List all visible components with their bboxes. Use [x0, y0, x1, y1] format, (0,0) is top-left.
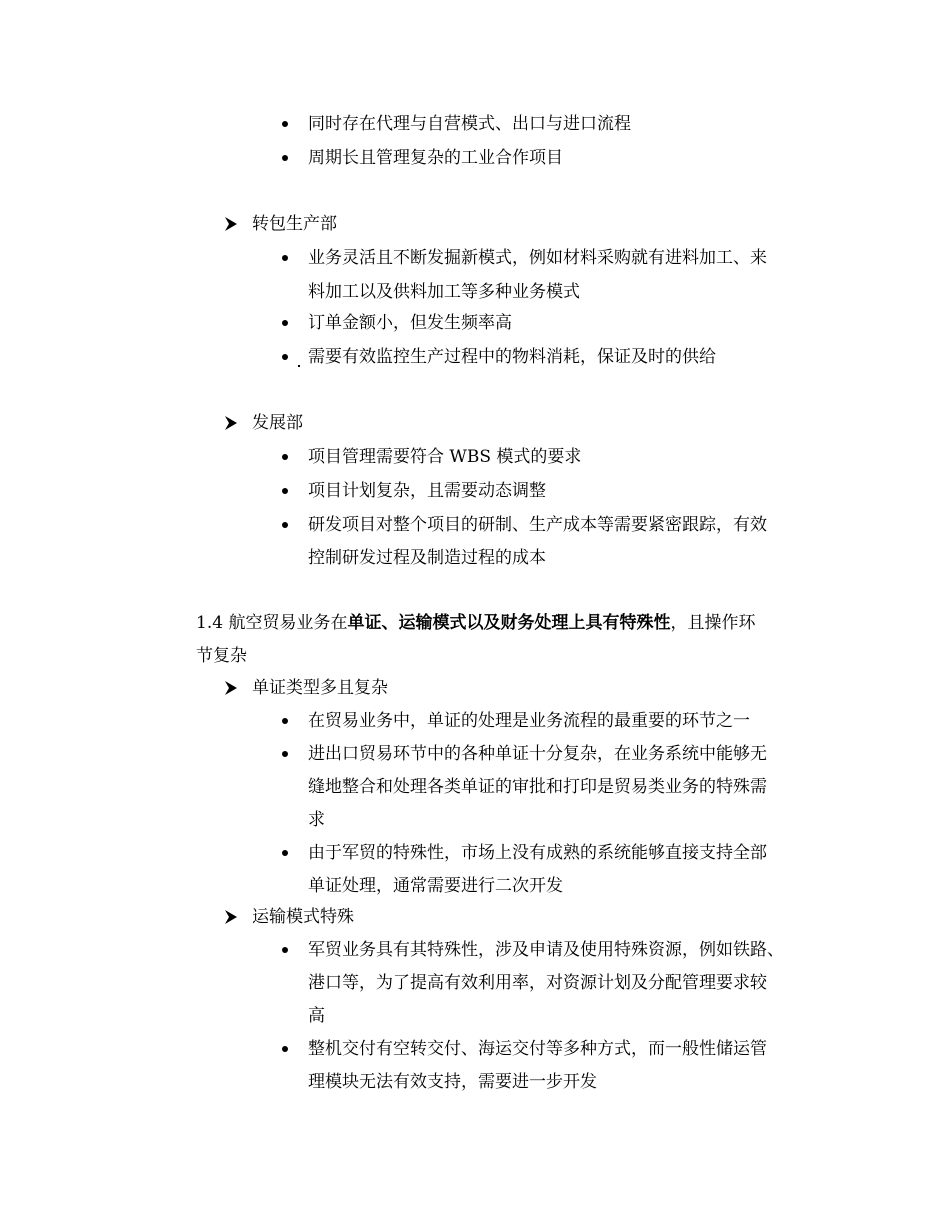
bullet-dot	[282, 454, 288, 460]
arrow-bullet-icon	[224, 909, 238, 925]
heading-bold: 单证、运输模式以及财务处理上具有特殊性	[347, 613, 671, 633]
bullet-text: 进出口贸易环节中的各种单证十分复杂，在业务系统中能够无	[308, 744, 767, 764]
arrow-bullet-icon	[224, 216, 238, 232]
bullet-dot	[282, 320, 288, 326]
bullet-dot	[282, 155, 288, 161]
bullet-text: 研发项目对整个项目的研制、生产成本等需要紧密跟踪，有效	[308, 515, 767, 535]
bullet-text: 订单金额小，但发生频率高	[308, 313, 512, 333]
arrow-bullet-icon	[224, 415, 238, 431]
bullet-text-continued: 料加工以及供料加工等多种业务模式	[308, 282, 580, 302]
bullet-text: 军贸业务具有其特殊性，涉及申请及使用特殊资源，例如铁路、	[308, 940, 784, 960]
subheading-yunshu: 运输模式特殊	[252, 907, 354, 927]
stray-mark	[298, 365, 300, 367]
bullet-text: 由于军贸的特殊性，市场上没有成熟的系统能够直接支持全部	[308, 843, 767, 863]
bullet-dot	[282, 850, 288, 856]
bullet-text: 同时存在代理与自营模式、出口与进口流程	[308, 114, 631, 134]
bullet-dot	[282, 947, 288, 953]
subheading-danzheng: 单证类型多且复杂	[252, 678, 388, 698]
bullet-text: 业务灵活且不断发掘新模式，例如材料采购就有进料加工、来	[308, 248, 767, 268]
bullet-text: 需要有效监控生产过程中的物料消耗，保证及时的供给	[308, 347, 716, 367]
bullet-text-continued: 控制研发过程及制造过程的成本	[308, 548, 546, 568]
section-heading-1-4	[196, 612, 755, 634]
bullet-text-continued: 高	[308, 1006, 325, 1026]
bullet-text-continued: 缝地整合和处理各类单证的审批和打印是贸易类业务的特殊需	[308, 777, 767, 797]
bullet-text-continued: 单证处理，通常需要进行二次开发	[308, 876, 563, 896]
bullet-text: 整机交付有空转交付、海运交付等多种方式，而一般性储运管	[308, 1039, 767, 1059]
bullet-text: 周期长且管理复杂的工业合作项目	[308, 148, 563, 168]
bullet-text: 在贸易业务中，单证的处理是业务流程的最重要的环节之一	[308, 711, 750, 731]
bullet-dot	[282, 255, 288, 261]
bullet-dot	[282, 522, 288, 528]
bullet-dot	[282, 488, 288, 494]
bullet-text-continued: 求	[308, 810, 325, 830]
heading-suffix: ，且操作环	[670, 613, 756, 633]
section-heading-1-4-continued: 节复杂	[196, 646, 247, 666]
bullet-dot	[282, 1046, 288, 1052]
bullet-dot	[282, 718, 288, 724]
bullet-text: 项目计划复杂，且需要动态调整	[308, 481, 546, 501]
bullet-dot	[282, 354, 288, 360]
arrow-bullet-icon	[224, 680, 238, 696]
subheading-zhuanbao: 转包生产部	[252, 214, 337, 234]
bullet-text-continued: 理模块无法有效支持，需要进一步开发	[308, 1072, 597, 1092]
subheading-fazhan: 发展部	[252, 413, 303, 433]
bullet-text-continued: 港口等，为了提高有效利用率，对资源计划及分配管理要求较	[308, 973, 767, 993]
bullet-dot	[282, 751, 288, 757]
bullet-dot	[282, 121, 288, 127]
bullet-text: 项目管理需要符合 WBS 模式的要求	[308, 447, 582, 467]
heading-prefix: 1.4 航空贸易业务在	[196, 613, 348, 633]
